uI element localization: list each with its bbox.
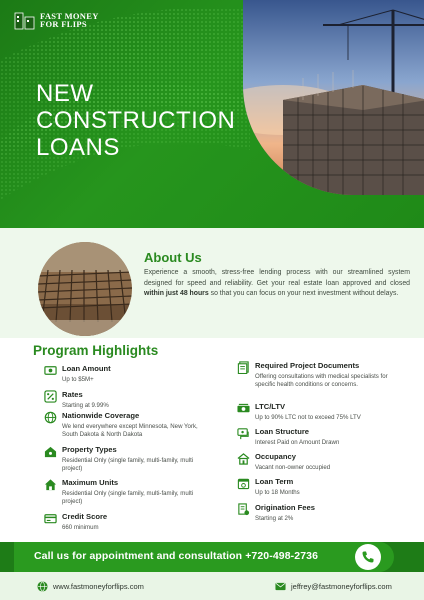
footer-email[interactable]	[275, 581, 392, 592]
highlight-value: 660 minimum	[62, 523, 99, 531]
highlight-value: Residential Only (single family, multi-family, multi project)	[62, 456, 194, 472]
about-body-highlight: within just 48 hours	[144, 290, 209, 297]
highlight-occupancy	[237, 452, 330, 472]
credit-card-icon	[44, 512, 57, 525]
highlight-label: Rates	[62, 390, 83, 399]
footer-email-text: jeffrey@fastmoneyforflips.com	[291, 582, 392, 591]
loan-structure-icon	[237, 427, 250, 440]
highlight-value: We lend everywhere except Minnesota, New York, South Dakota & North Dakota	[62, 422, 198, 438]
highlight-label: Origination Fees	[255, 503, 315, 512]
footer-website-text: www.fastmoneyforflips.com	[53, 582, 144, 591]
hero-title-line: NEW	[36, 80, 94, 107]
hero-banner	[0, 0, 424, 228]
highlight-loan-structure	[237, 427, 339, 447]
footer-website[interactable]	[37, 581, 144, 592]
highlight-label: Loan Structure	[255, 427, 310, 436]
highlight-label: Occupancy	[255, 452, 296, 461]
highlight-label: Credit Score	[62, 512, 108, 521]
email-icon	[275, 581, 286, 592]
highlight-value: Starting at 9.99%	[62, 401, 109, 409]
highlight-loan-amount	[44, 364, 111, 384]
highlight-label: Maximum Units	[62, 478, 119, 487]
globe-icon	[44, 411, 57, 424]
highlight-value: Interest Paid on Amount Drawn	[255, 438, 340, 446]
call-button[interactable]	[355, 544, 381, 570]
highlight-label: Loan Amount	[62, 364, 111, 373]
cash-icon	[237, 402, 250, 415]
highlight-label: Nationwide Coverage	[62, 411, 140, 420]
about-body-text: so that you can focus on your next investment without delays.	[208, 290, 399, 297]
highlight-value: Vacant non-owner occupied	[255, 463, 331, 471]
highlight-ltc-ltv	[237, 402, 397, 422]
about-title: About Us	[144, 250, 202, 265]
fees-icon	[237, 503, 250, 516]
brand-logo	[14, 9, 99, 31]
highlight-value: Offering consultations with medical specialists for specific health conditions or concerns.	[255, 372, 388, 388]
money-icon	[44, 364, 57, 377]
percent-icon	[44, 390, 57, 403]
about-section	[0, 228, 424, 338]
highlight-rates	[44, 390, 109, 410]
highlight-loan-term	[237, 477, 300, 497]
hero-title	[36, 80, 235, 161]
house-icon	[44, 478, 57, 491]
hero-title-line: CONSTRUCTION	[36, 107, 236, 134]
calendar-icon	[237, 477, 250, 490]
footer	[0, 572, 424, 600]
highlight-label: Property Types	[62, 445, 117, 454]
rebar-foundation-photo	[38, 242, 132, 336]
highlight-label: Required Project Documents	[255, 361, 360, 370]
program-highlights-title: Program Highlights	[33, 343, 159, 358]
logo-mark-icon	[14, 9, 36, 31]
globe-icon	[37, 581, 48, 592]
hero-title-line: LOANS	[36, 134, 120, 161]
highlight-label: LTC/LTV	[255, 402, 286, 411]
highlight-maximum-units	[44, 478, 194, 507]
highlight-value: Residential Only (single family, multi-family, multi project)	[62, 489, 194, 505]
highlight-value: Up to 90% LTC not to exceed 75% LTV	[255, 413, 361, 421]
highlight-credit-score	[44, 512, 107, 532]
phone-icon	[361, 550, 375, 564]
logo-line-1: FAST MONEY	[40, 11, 99, 21]
logo-line-2: FOR FLIPS	[40, 19, 87, 29]
highlight-nationwide-coverage	[44, 411, 204, 440]
occupancy-icon	[237, 452, 250, 465]
highlight-value: Up to $5M+	[62, 375, 94, 383]
highlight-required-documents	[237, 361, 397, 390]
about-body	[144, 268, 410, 300]
highlight-value: Up to 18 Months	[255, 488, 300, 496]
house-key-icon	[44, 445, 57, 458]
highlight-label: Loan Term	[255, 477, 294, 486]
highlight-origination-fees	[237, 503, 315, 523]
documents-icon	[237, 361, 250, 374]
about-body-text: Experience a smooth, stress-free lending process with our streamlined system designed for speed and reliability. Get your real estate loan approved and closed	[144, 269, 410, 287]
highlight-value: Starting at 2%	[255, 514, 294, 522]
highlight-property-types	[44, 445, 194, 474]
cta-text: Call us for appointment and consultation +720-498-2736	[34, 550, 319, 562]
